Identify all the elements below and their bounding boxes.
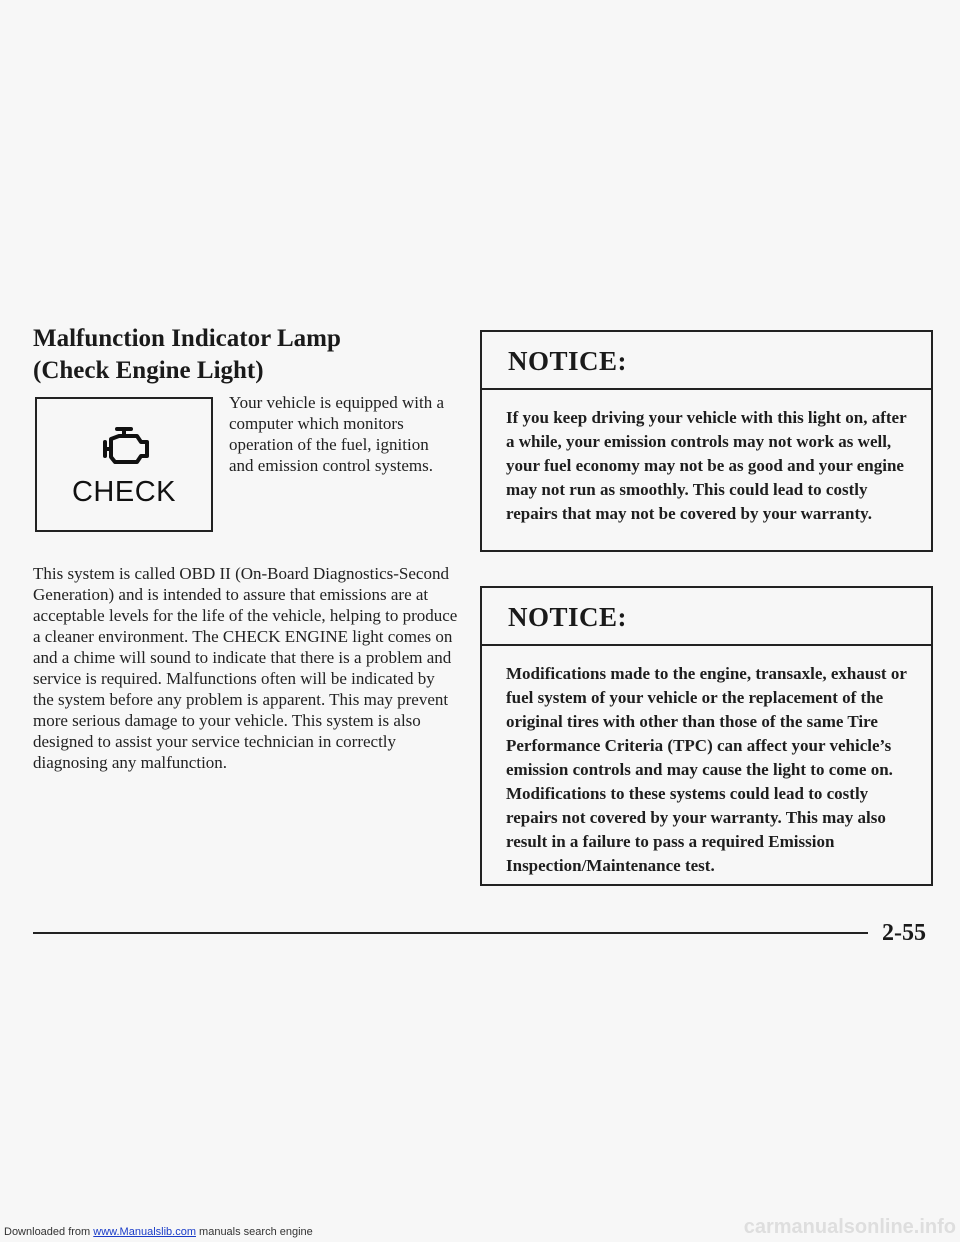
lamp-label: CHECK [71, 476, 176, 508]
notice-heading-row [482, 332, 931, 390]
download-footer [4, 1226, 313, 1238]
section-title-line1: Malfunction Indicator Lamp [33, 325, 341, 352]
notice-box-1 [480, 330, 933, 552]
check-engine-lamp [35, 397, 213, 532]
engine-icon [101, 425, 151, 469]
notice-heading-row [482, 588, 931, 646]
notice-heading: NOTICE: [508, 346, 628, 376]
footer-rule [33, 932, 868, 934]
body-paragraph: This system is called OBD II (On-Board Diagnostics-Second Generation) and is intended to assure that emissions are at acceptable levels for the life of the vehicle, helping to produce a cleaner environment. The CHECK ENGINE light comes on and a chime will sound to indicate that there is a problem and service is required. Malfunctions often will be indicated by the system before any problem is apparent. This may prevent more serious damage to your vehicle. This system is also designed to assist your service technician in correctly diagnosing any malfunction. [33, 564, 458, 772]
notice-text: Modifications made to the engine, transaxle, exhaust or fuel system of your vehicle or the replacement of the original tires with other than those of the same Tire Performance Criteria (TPC) can affect your vehicle’s emission controls and may cause the light to come on. Modifications to these systems could lead to costly repairs not covered by your warranty. This may also result in a failure to pass a required Emission Inspection/Maintenance test. [506, 664, 907, 875]
manualslib-link[interactable]: www.Manualslib.com [93, 1226, 196, 1238]
footer-suffix: manuals search engine [195, 1226, 313, 1238]
section-title [33, 323, 433, 387]
intro-paragraph: Your vehicle is equipped with a computer which monitors operation of the fuel, ignition and emission control systems. [229, 393, 444, 475]
page-number: 2-55 [882, 920, 926, 946]
notice-heading: NOTICE: [508, 602, 628, 632]
notice-text: If you keep driving your vehicle with this light on, after a while, your emission controls may not work as well, your fuel economy may not be as good and your engine may not run as smoothly. This could lead to costly repairs that may not be covered by your warranty. [506, 408, 907, 523]
footer-prefix: Downloaded from [4, 1226, 94, 1238]
watermark-text: carmanualsonline.info [743, 1216, 956, 1238]
section-title-line2: (Check Engine Light) [33, 357, 264, 384]
notice-box-2 [480, 586, 933, 886]
